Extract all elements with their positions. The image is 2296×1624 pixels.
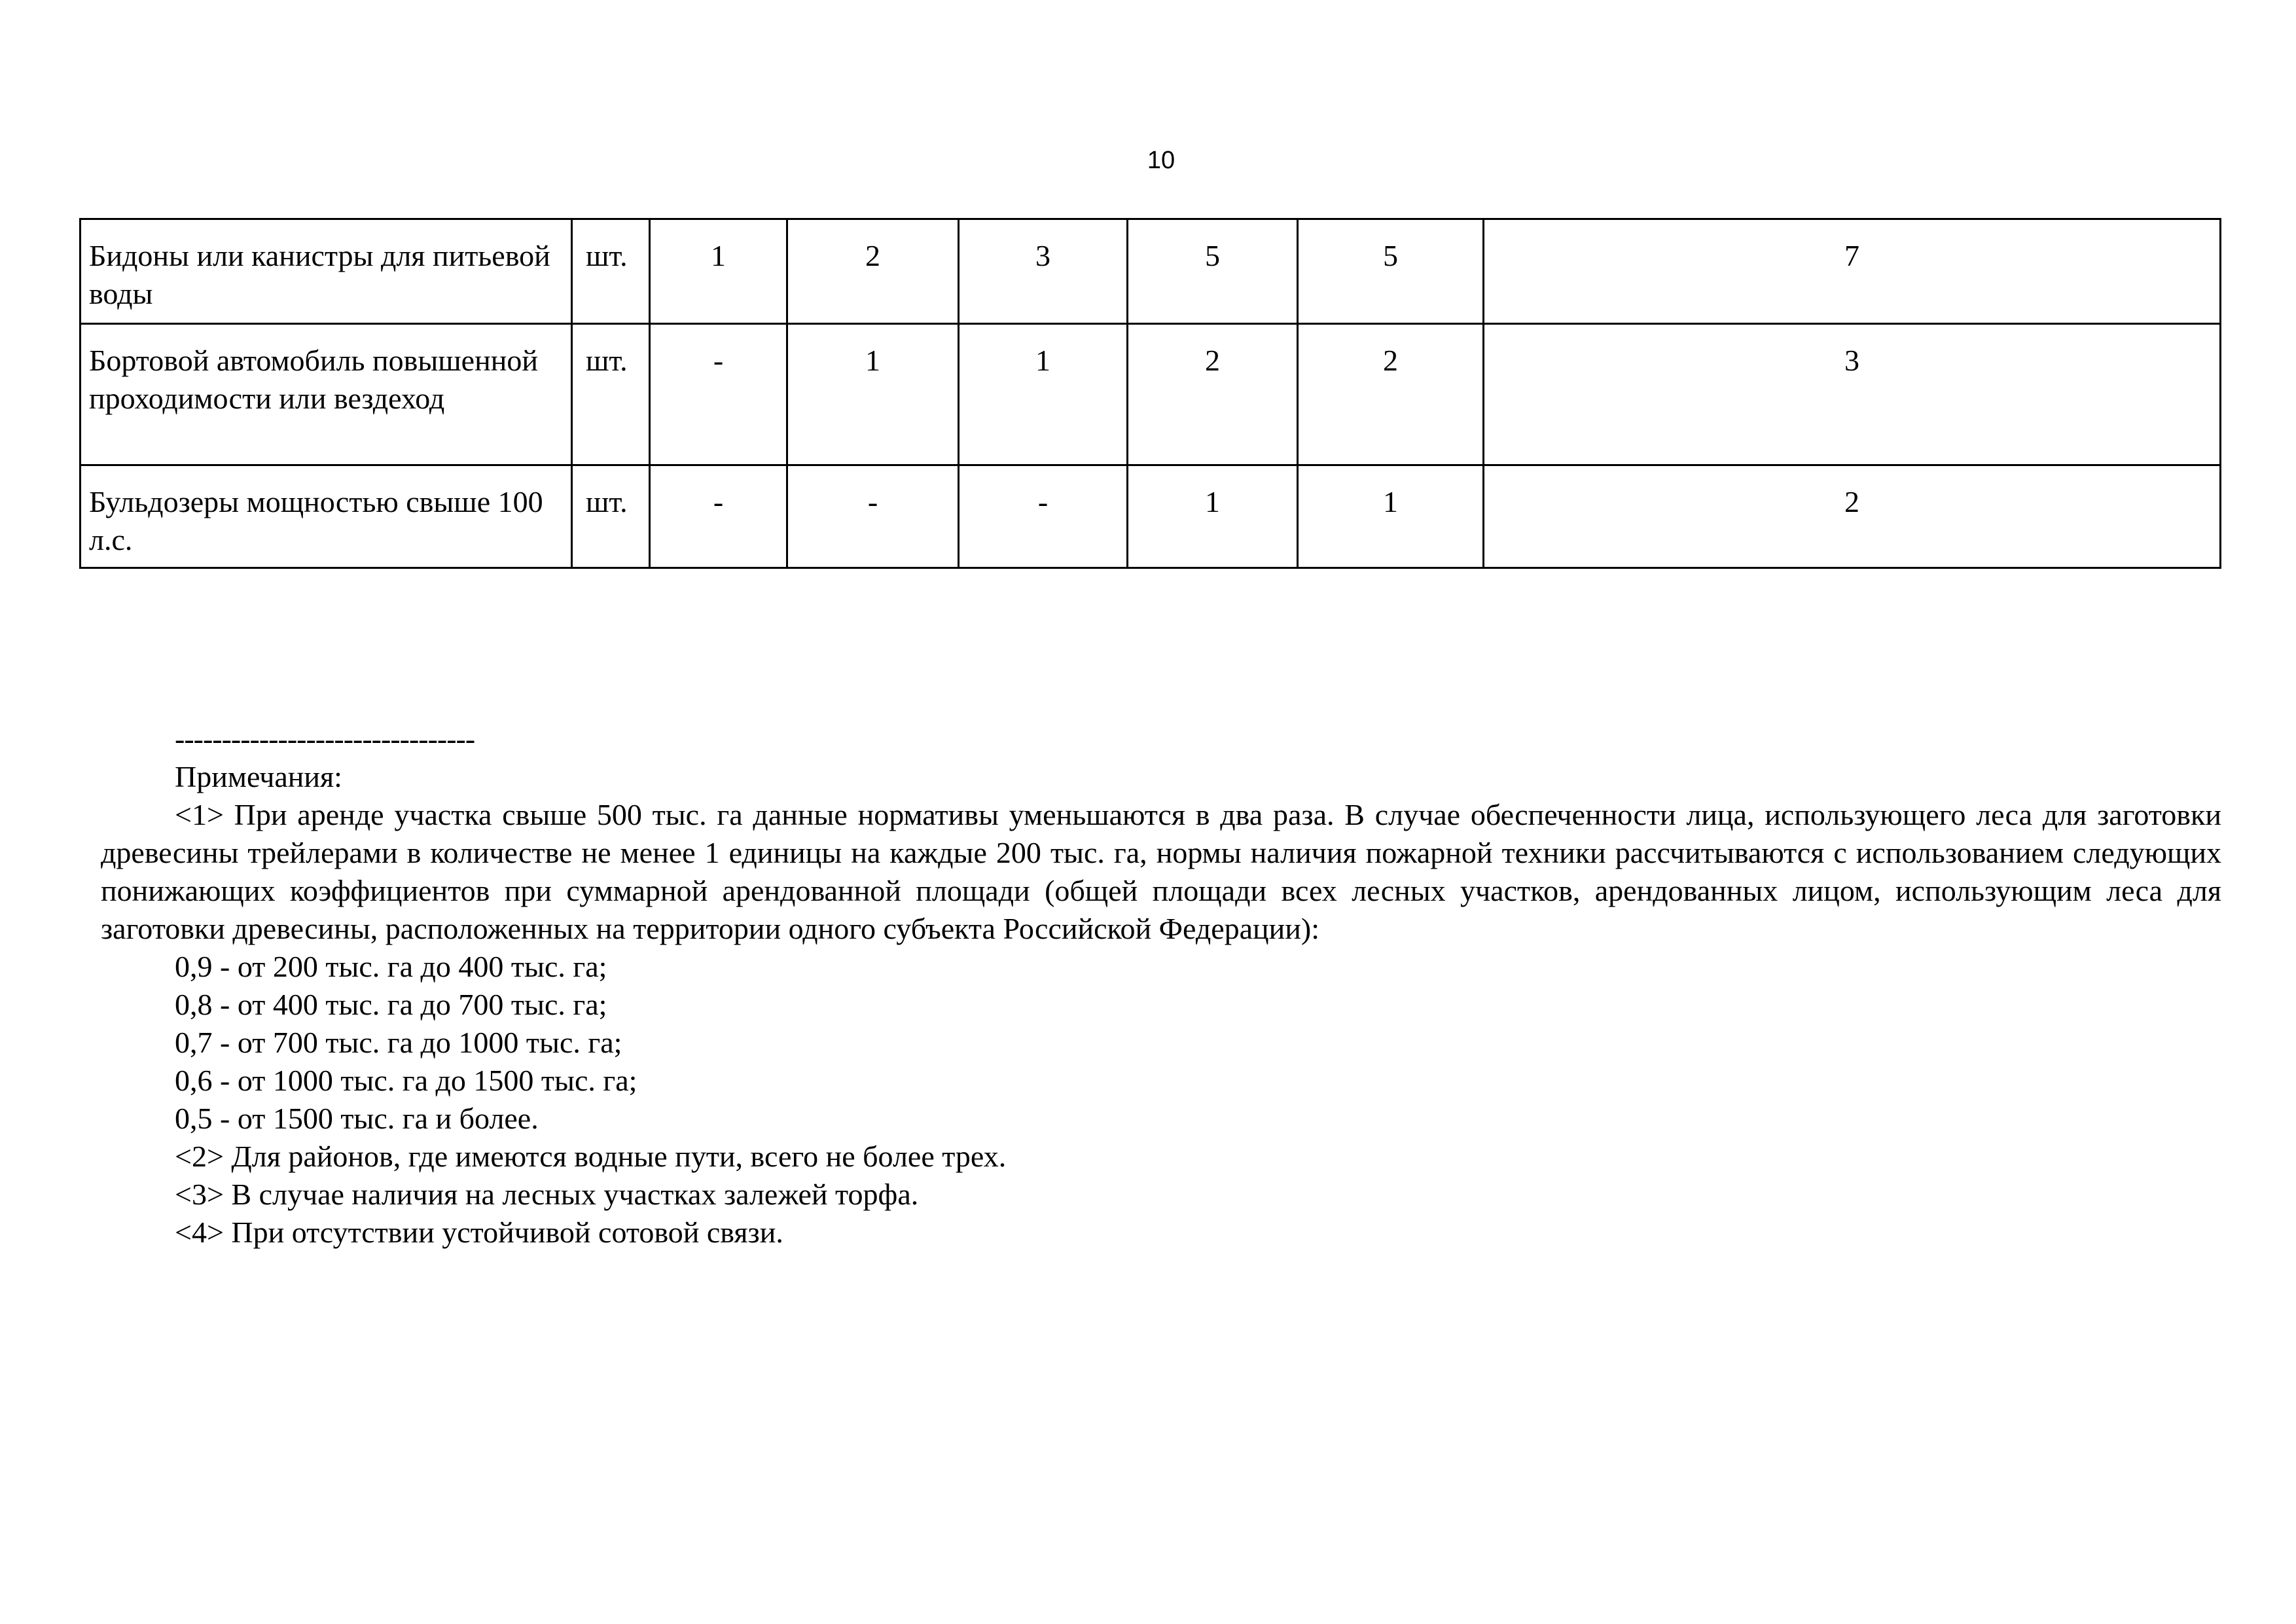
coefficient-item: 0,9 - от 200 тыс. га до 400 тыс. га; <box>175 950 607 983</box>
row-name-cell: Бортовой автомобиль повышенной проходимости или вездеход <box>81 324 572 465</box>
unit-cell: шт. <box>572 219 650 324</box>
equipment-norms-table <box>79 218 2221 569</box>
footnote-separator: -------------------------------- <box>175 722 475 755</box>
value-cell: 2 <box>1298 324 1484 465</box>
page-number: 10 <box>1147 147 1175 174</box>
value-cell: 2 <box>787 219 959 324</box>
value-cell: 1 <box>959 324 1128 465</box>
value-cell: - <box>650 465 787 568</box>
value-cell: 3 <box>1484 324 2221 465</box>
row-name-cell: Бульдозеры мощностью свыше 100 л.с. <box>81 465 572 568</box>
value-cell: 2 <box>1484 465 2221 568</box>
notes-title: Примечания: <box>175 760 342 793</box>
table-row <box>81 324 2221 465</box>
value-cell: - <box>787 465 959 568</box>
note-3: <3> В случае наличия на лесных участках залежей торфа. <box>175 1178 919 1211</box>
value-cell: 1 <box>1298 465 1484 568</box>
value-cell: 1 <box>1128 465 1298 568</box>
coefficient-item: 0,7 - от 700 тыс. га до 1000 тыс. га; <box>175 1026 622 1059</box>
coefficient-item: 0,6 - от 1000 тыс. га до 1500 тыс. га; <box>175 1064 637 1097</box>
value-cell: 5 <box>1298 219 1484 324</box>
note-2: <2> Для районов, где имеются водные пути, всего не более трех. <box>175 1140 1007 1173</box>
value-cell: 1 <box>650 219 787 324</box>
value-cell: 2 <box>1128 324 1298 465</box>
coefficient-item: 0,5 - от 1500 тыс. га и более. <box>175 1102 539 1135</box>
value-cell: 1 <box>787 324 959 465</box>
unit-cell: шт. <box>572 324 650 465</box>
footnotes <box>101 720 2221 1252</box>
coefficient-item: 0,8 - от 400 тыс. га до 700 тыс. га; <box>175 988 607 1021</box>
note-4: <4> При отсутствии устойчивой сотовой связи. <box>175 1216 783 1249</box>
table-row <box>81 219 2221 324</box>
table-row <box>81 465 2221 568</box>
value-cell: - <box>650 324 787 465</box>
value-cell: 7 <box>1484 219 2221 324</box>
unit-cell: шт. <box>572 465 650 568</box>
note-1: <1> При аренде участка свыше 500 тыс. га данные нормативы уменьшаются в два раза. В случае обеспеченности лица, использующего леса для заготовки древесины трейлерами в количестве не менее 1 единицы на каждые 200 тыс. га, нормы наличия пожарной техники рассчитываются с использованием следующих понижающих коэффициентов при суммарной арендованной площади (общей площади всех лесных участков, арендованных лицом, использующим леса для заготовки древесины, расположенных на территории одного субъекта Российской Федерации): <box>101 798 2221 945</box>
row-name-cell: Бидоны или канистры для питьевой воды <box>81 219 572 324</box>
value-cell: 5 <box>1128 219 1298 324</box>
value-cell: - <box>959 465 1128 568</box>
value-cell: 3 <box>959 219 1128 324</box>
